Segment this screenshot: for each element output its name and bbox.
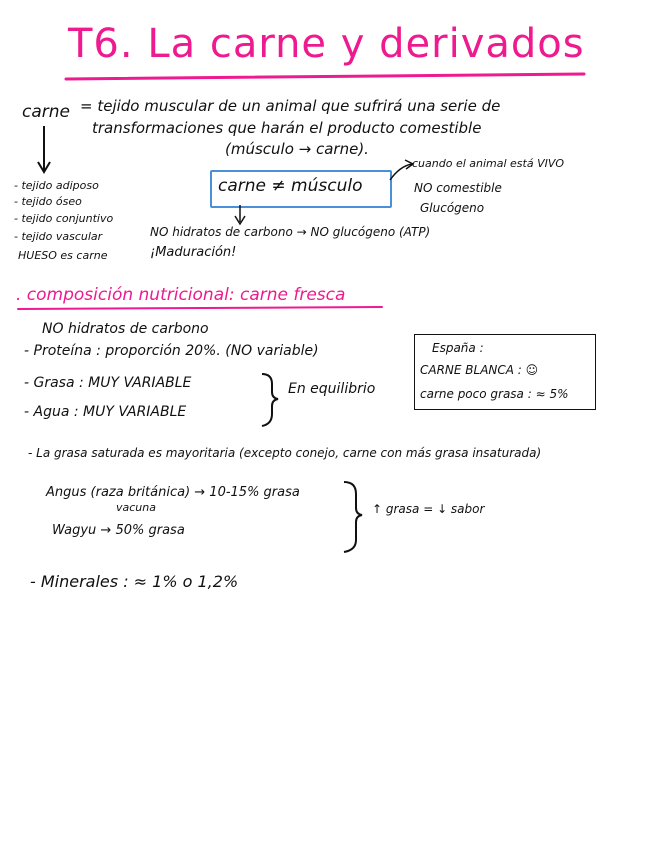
maduracion: ¡Maduración! (150, 245, 237, 260)
definition-line-1: = tejido muscular de un animal que sufrirá una serie de (80, 97, 501, 115)
proteina-line: - Proteína : proporción 20%. (NO variable) (24, 343, 319, 359)
carne-musculo-statement: carne ≠ músculo (218, 176, 363, 196)
equilibrio-label: En equilibrio (288, 381, 376, 397)
spain-box-line-2: carne poco grasa : ≈ 5% (420, 387, 569, 401)
alive-note-line-3: Glucógeno (420, 201, 485, 215)
spain-box-title: España : (432, 341, 484, 355)
page-title: T6. La carne y derivados (68, 21, 585, 67)
tissue-item: - tejido conjuntivo (14, 212, 114, 225)
definition-term: carne (22, 102, 70, 122)
minerales-line: - Minerales : ≈ 1% o 1,2% (30, 572, 239, 591)
section-heading: . composición nutricional: carne fresca (16, 285, 346, 305)
grasa-line: - Grasa : MUY VARIABLE (24, 375, 192, 391)
sabor-line: ↑ grasa = ↓ sabor (372, 502, 485, 516)
grasa-saturada-line: - La grasa saturada es mayoritaria (excepto conejo, carne con más grasa insaturada) (28, 446, 542, 460)
agua-line: - Agua : MUY VARIABLE (24, 404, 187, 420)
wagyu-line: Wagyu → 50% grasa (52, 523, 185, 538)
tissue-item: - tejido vascular (14, 230, 103, 243)
vacuna-note: vacuna (116, 501, 156, 514)
no-carbs-composition: NO hidratos de carbono (42, 321, 209, 337)
tissue-item: - tejido adiposo (14, 179, 99, 192)
angus-line: Angus (raza británica) → 10-15% grasa (46, 485, 300, 500)
alive-note-line-1: cuando el animal está VIVO (412, 157, 565, 170)
no-carbs-line: NO hidratos de carbono → NO glucógeno (ATP) (150, 225, 431, 239)
spain-box-line-1: CARNE BLANCA : ☺ (420, 363, 539, 377)
definition-line-3: (músculo → carne). (225, 140, 369, 158)
tissue-item: HUESO es carne (18, 249, 108, 262)
tissue-item: - tejido óseo (14, 195, 82, 208)
alive-note-line-2: NO comestible (414, 181, 502, 195)
definition-line-2: transformaciones que harán el producto comestible (92, 119, 482, 137)
